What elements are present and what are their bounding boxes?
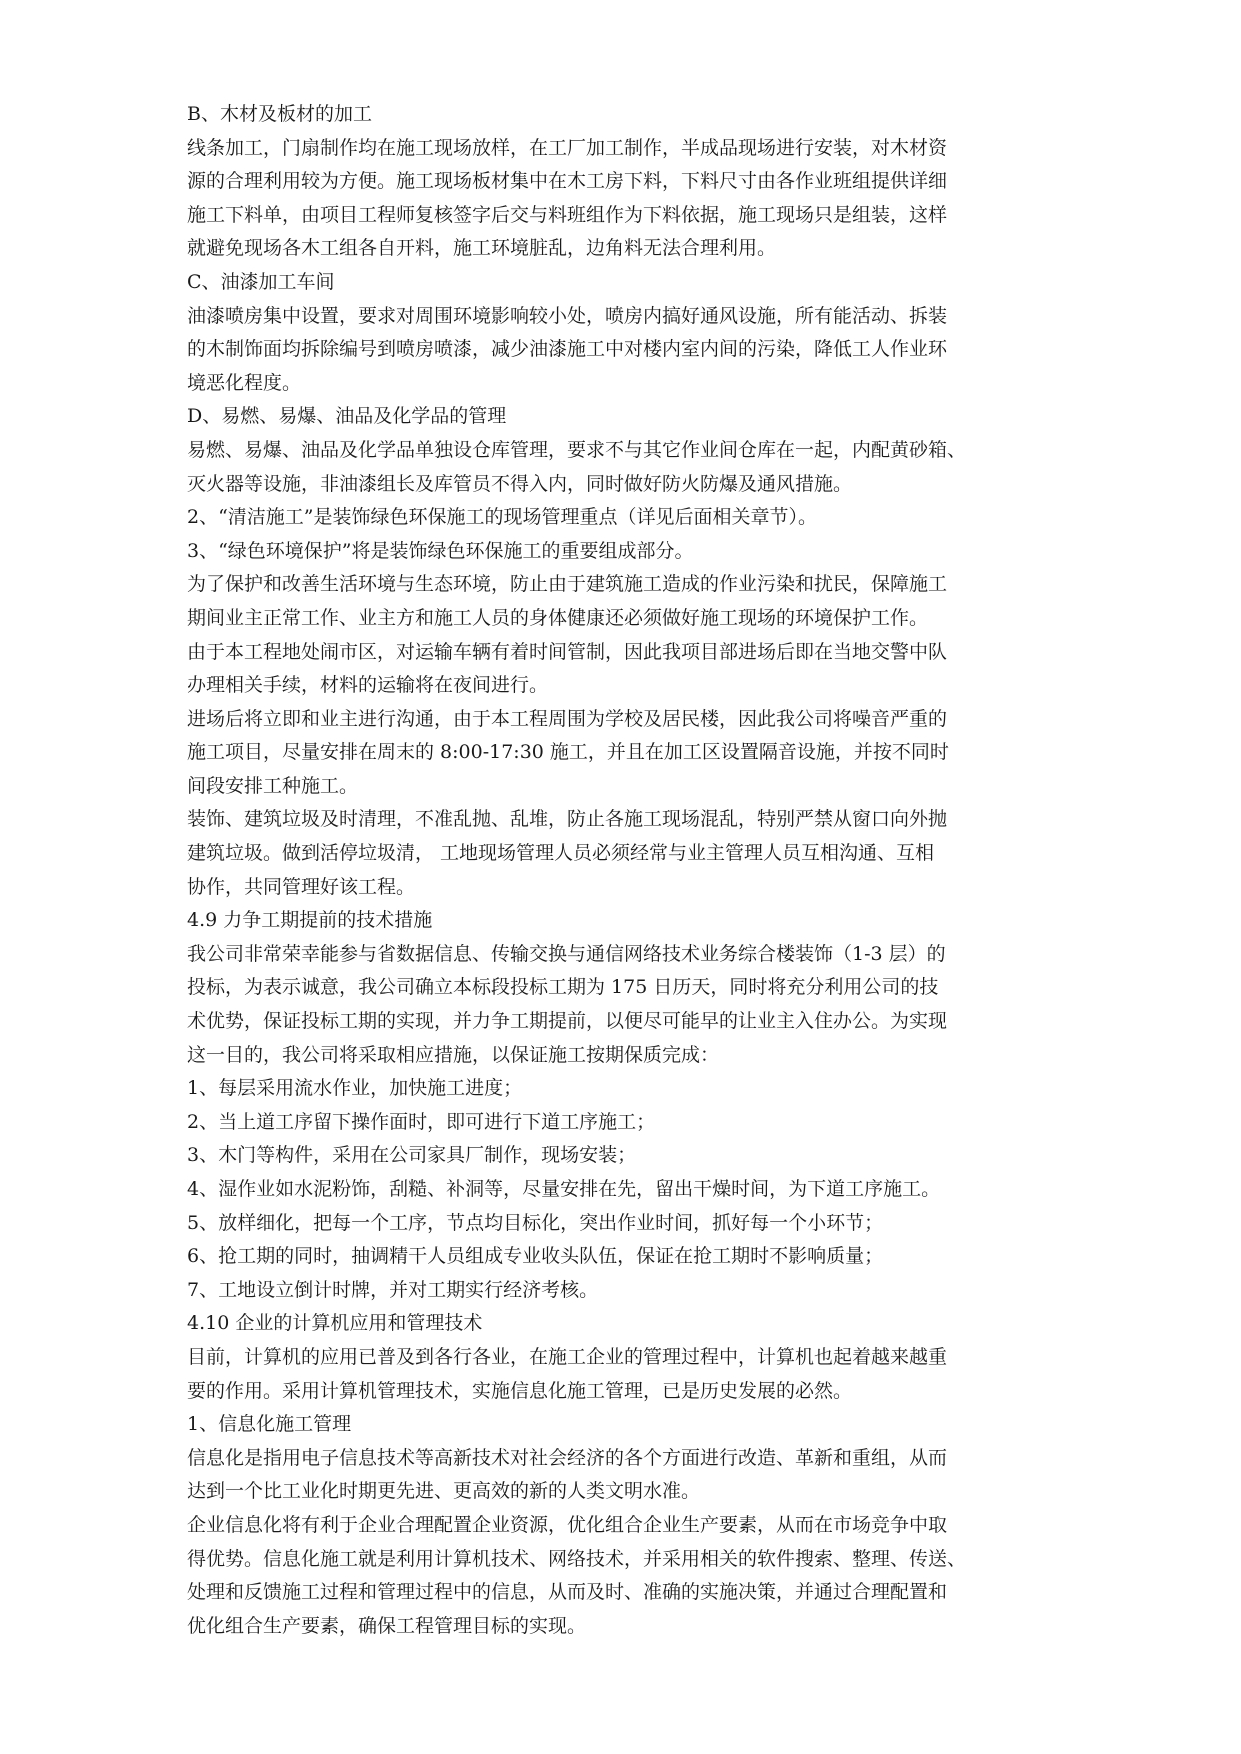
paragraph-b-heading <box>187 98 1057 132</box>
text-line: D、易燃、易爆、油品及化学品的管理 <box>187 405 507 428</box>
paragraph-d-body <box>187 434 1057 501</box>
paragraph-env-2 <box>187 636 1057 703</box>
text-line: 我公司非常荣幸能参与省数据信息、传输交换与通信网络技术业务综合楼装饰（1-3 层）的 <box>187 942 946 965</box>
text-line: 术优势，保证投标工期的实现，并力争工期提前，以便尽可能早的让业主入住办公。为实现 <box>187 1010 948 1033</box>
text-line: 施工下料单，由项目工程师复核签字后交与料班组作为下料依据，施工现场只是组装，这样 <box>187 203 948 226</box>
text-line: 信息化是指用电子信息技术等高新技术对社会经济的各个方面进行改造、革新和重组，从而 <box>187 1446 948 1469</box>
text-line: 这一目的，我公司将采取相应措施，以保证施工按期保质完成： <box>187 1043 720 1066</box>
text-line: 间段安排工种施工。 <box>187 774 359 797</box>
text-line: 办理相关手续，材料的运输将在夜间进行。 <box>187 674 549 697</box>
paragraph-item-3 <box>187 535 1057 569</box>
text-line: 的木制饰面均拆除编号到喷房喷漆，减少油漆施工中对楼内室内间的污染，降低工人作业环 <box>187 338 948 361</box>
paragraph-m-7 <box>187 1274 1057 1308</box>
text-line: 企业信息化将有利于企业合理配置企业资源，优化组合企业生产要素，从而在市场竞争中取 <box>187 1513 948 1536</box>
text-line: 1、信息化施工管理 <box>187 1413 352 1436</box>
text-line: 进场后将立即和业主进行沟通，由于本工程周围为学校及居民楼，因此我公司将噪音严重的 <box>187 707 948 730</box>
paragraph-env-3 <box>187 703 1057 804</box>
text-line: 要的作用。采用计算机管理技术，实施信息化施工管理，已是历史发展的必然。 <box>187 1379 853 1402</box>
text-line: 目前，计算机的应用已普及到各行各业，在施工企业的管理过程中，计算机也起着越来越重 <box>187 1345 948 1368</box>
text-line: 建筑垃圾。做到活停垃圾清， 工地现场管理人员必须经常与业主管理人员互相沟通、互相 <box>187 842 935 865</box>
paragraph-m-6 <box>187 1240 1057 1274</box>
text-line: 为了保护和改善生活环境与生态环境，防止由于建筑施工造成的作业污染和扰民，保障施工 <box>187 573 948 596</box>
text-line: B、木材及板材的加工 <box>187 103 372 125</box>
paragraph-m-3 <box>187 1139 1057 1173</box>
text-line: 境恶化程度。 <box>187 371 302 394</box>
text-line: 2、当上道工序留下操作面时，即可进行下道工序施工； <box>187 1110 656 1133</box>
paragraph-sec-4-10 <box>187 1307 1057 1341</box>
text-line: 5、放样细化，把每一个工序，节点均目标化，突出作业时间，抓好每一个小环节； <box>187 1211 884 1234</box>
text-line: 3、木门等构件，采用在公司家具厂制作，现场安装； <box>187 1144 637 1167</box>
text-line: 灭火器等设施，非油漆组长及库管员不得入内，同时做好防火防爆及通风措施。 <box>187 472 853 495</box>
text-line: C、油漆加工车间 <box>187 270 335 293</box>
text-line: 协作，共同管理好该工程。 <box>187 875 416 898</box>
text-line: 2、“清洁施工”是装饰绿色环保施工的现场管理重点（详见后面相关章节）。 <box>187 506 818 529</box>
paragraph-sec-4-9 <box>187 904 1057 938</box>
text-line: 优化组合生产要素，确保工程管理目标的实现。 <box>187 1614 587 1637</box>
text-line: 3、“绿色环境保护”将是装饰绿色环保施工的重要组成部分。 <box>187 539 694 562</box>
paragraph-env-1 <box>187 568 1057 635</box>
text-line: 由于本工程地处闹市区，对运输车辆有着时间管制，因此我项目部进场后即在当地交警中队 <box>187 640 948 663</box>
text-line: 得优势。信息化施工就是利用计算机技术、网络技术，并采用相关的软件搜索、整理、传送、 <box>187 1547 967 1570</box>
paragraph-sec-4-9-body <box>187 938 1057 1072</box>
text-line: 装饰、建筑垃圾及时清理，不准乱抛、乱堆，防止各施工现场混乱，特别严禁从窗口向外抛 <box>187 808 948 831</box>
text-line: 4、湿作业如水泥粉饰，刮糙、补洞等，尽量安排在先，留出干燥时间，为下道工序施工。 <box>187 1178 941 1200</box>
paragraph-m-1 <box>187 1072 1057 1106</box>
text-line: 施工项目，尽量安排在周末的 8:00-17:30 施工，并且在加工区设置隔音设施，并按不同时 <box>187 741 949 764</box>
text-line: 就避免现场各木工组各自开料，施工环境脏乱，边角料无法合理利用。 <box>187 237 777 260</box>
text-line: 1、每层采用流水作业，加快施工进度； <box>187 1077 523 1100</box>
paragraph-info-heading <box>187 1408 1057 1442</box>
text-line: 期间业主正常工作、业主方和施工人员的身体健康还必须做好施工现场的环境保护工作。 <box>187 606 929 629</box>
text-line: 6、抢工期的同时，抽调精干人员组成专业收头队伍，保证在抢工期时不影响质量； <box>187 1245 884 1268</box>
text-line: 投标，为表示诚意，我公司确立本标段投标工期为 175 日历天，同时将充分利用公司的技 <box>187 976 939 999</box>
paragraph-b-body <box>187 132 1057 266</box>
paragraph-item-2 <box>187 501 1057 535</box>
paragraph-env-4 <box>187 803 1057 904</box>
paragraph-m-4 <box>187 1173 1057 1207</box>
paragraph-info-1 <box>187 1442 1057 1509</box>
paragraph-c-heading <box>187 266 1057 300</box>
paragraph-sec-4-10-body <box>187 1341 1057 1408</box>
paragraph-info-2 <box>187 1509 1057 1643</box>
text-line: 4.10 企业的计算机应用和管理技术 <box>187 1312 483 1335</box>
paragraph-m-5 <box>187 1207 1057 1241</box>
text-line: 油漆喷房集中设置，要求对周围环境影响较小处，喷房内搞好通风设施，所有能活动、拆装 <box>187 304 948 327</box>
paragraph-c-body <box>187 300 1057 401</box>
text-line: 处理和反馈施工过程和管理过程中的信息，从而及时、准确的实施决策，并通过合理配置和 <box>187 1581 948 1604</box>
document-page <box>187 98 1057 1643</box>
text-line: 线条加工，门扇制作均在施工现场放样，在工厂加工制作，半成品现场进行安装，对木材资 <box>187 136 948 159</box>
text-line: 达到一个比工业化时期更先进、更高效的新的人类文明水准。 <box>187 1480 701 1503</box>
paragraph-d-heading <box>187 400 1057 434</box>
text-line: 7、工地设立倒计时牌，并对工期实行经济考核。 <box>187 1278 599 1301</box>
text-line: 4.9 力争工期提前的技术措施 <box>187 909 433 932</box>
text-line: 源的合理利用较为方便。施工现场板材集中在木工房下料，下料尺寸由各作业班组提供详细 <box>187 170 948 193</box>
paragraph-m-2 <box>187 1106 1057 1140</box>
text-line: 易燃、易爆、油品及化学品单独设仓库管理，要求不与其它作业间仓库在一起，内配黄砂箱、 <box>187 438 967 461</box>
